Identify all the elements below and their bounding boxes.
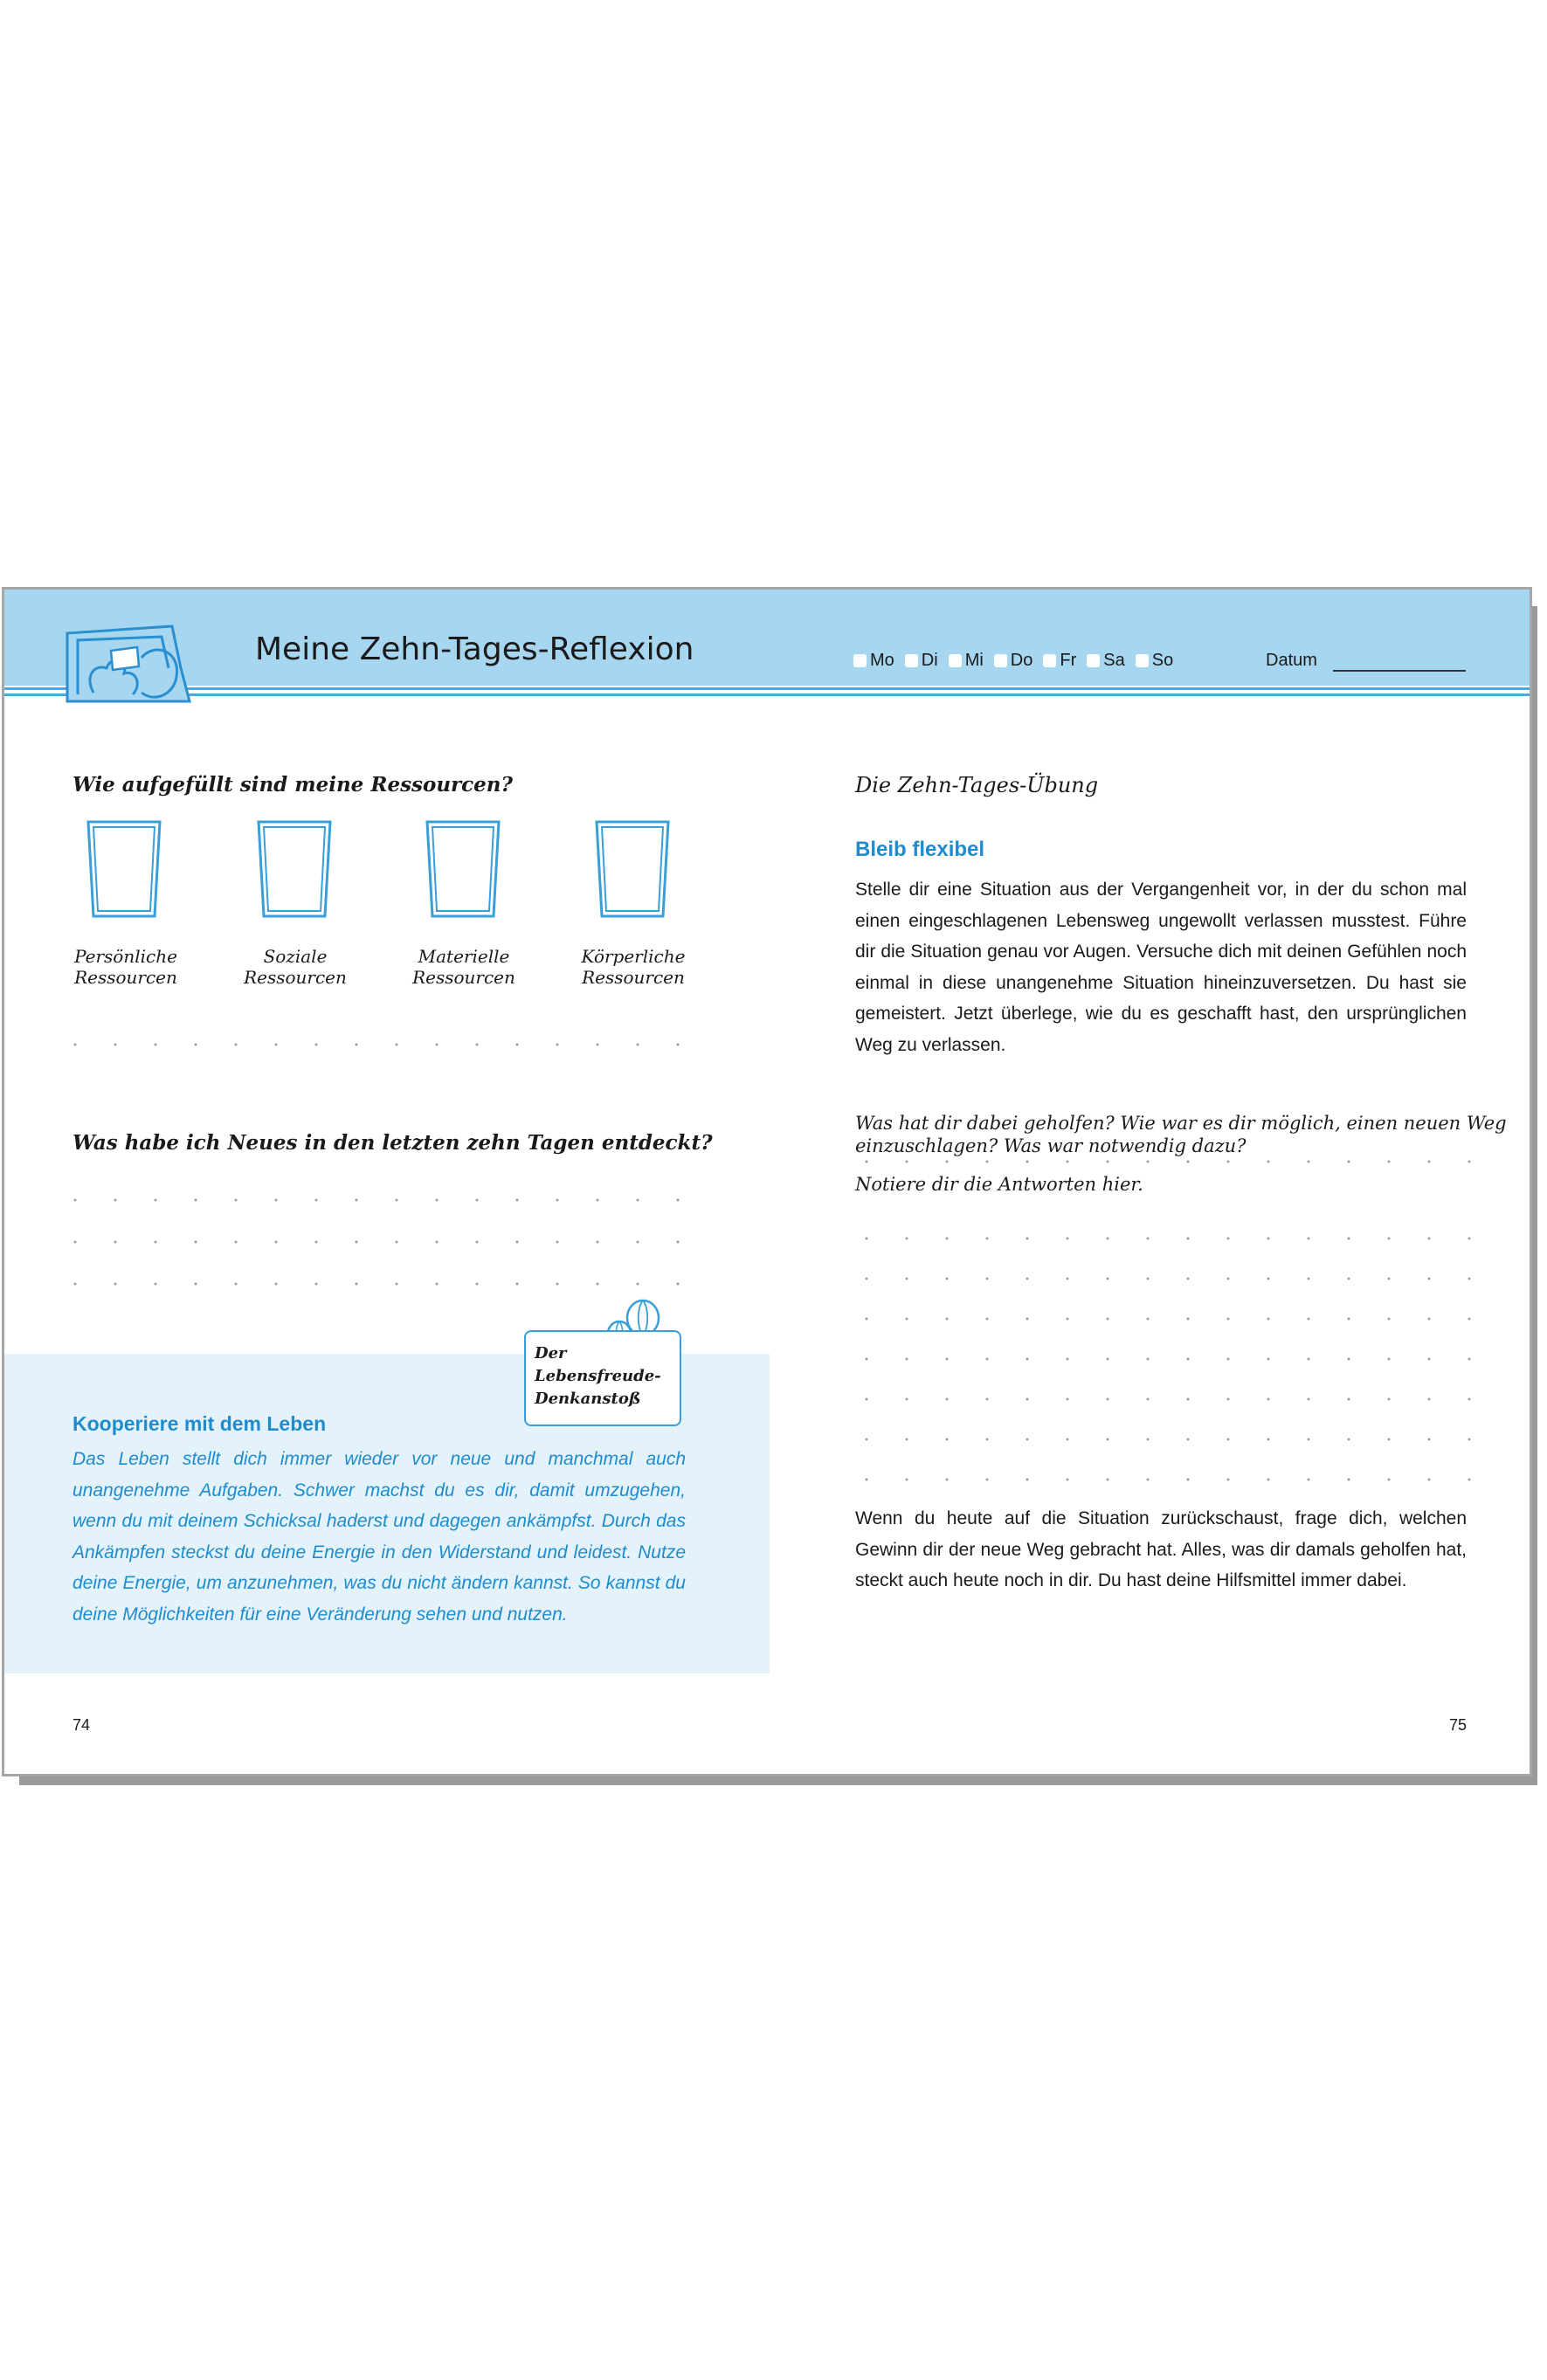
glass-label-persoenliche: Persönliche Ressourcen (74, 946, 177, 988)
callout-title: Kooperiere mit dem Leben (73, 1412, 327, 1435)
day-checkbox-di[interactable]: Di (905, 651, 938, 671)
question-resources: Wie aufgefüllt sind meine Ressourcen? (73, 773, 513, 797)
dot-writing-line[interactable] (55, 1281, 698, 1287)
dot-writing-line[interactable] (55, 1042, 698, 1047)
checkbox-icon[interactable] (1136, 654, 1149, 667)
header-rule (4, 687, 1530, 690)
glass-icon (424, 818, 511, 921)
dot-writing-line[interactable] (846, 1276, 1481, 1281)
callout-text: Das Leben stellt dich immer wieder vor neue und manchmal auch unangenehme Aufgaben. Schwer machst du es dir, damit umzugehen, wenn du mit deinem Schicksal haderst und dagegen ankämpfst. Durch das Ankämpfen steckst du deine Energie in den Widerstand und leidest. Nutze deine Energie, um anzunehmen, was du nicht ändern kannst. So kannst du deine Möglichkeiten für eine Veränderung sehen und nutzen. (73, 1449, 686, 1625)
weekday-checkboxes (853, 651, 1173, 671)
header-bar (4, 590, 1530, 686)
checkbox-icon[interactable] (1043, 654, 1056, 667)
day-checkbox-mo[interactable]: Mo (853, 651, 894, 671)
callout-tag: Der Lebensfreude- Denkanstoß (524, 1330, 681, 1426)
intro-paragraph: Stelle dir eine Situation aus der Vergangenheit vor, in der du schon mal einen eingeschlagenen Lebensweg ungewollt verlassen musstest. Führe dir die Situation genau vor Augen. Versuche dich mit deinen Gefühlen noch einmal in diese unangenehme Situation hineinzuversetzen. Du hast sie gemeistert. Jetzt überlege, wie du es geschafft hast, den ursprünglichen Weg zu verlassen. (855, 880, 1467, 1055)
dot-writing-line[interactable] (846, 1397, 1481, 1402)
glass-icon (255, 818, 342, 921)
dot-writing-line[interactable] (846, 1236, 1481, 1241)
glass-icon (593, 818, 680, 921)
page-number-left: 74 (73, 1716, 91, 1734)
glass-label-koerperliche: Körperliche Ressourcen (581, 946, 686, 988)
reflection-illustration-icon (59, 616, 198, 712)
dot-writing-line[interactable] (55, 1197, 698, 1203)
checkbox-icon[interactable] (905, 654, 918, 667)
dot-writing-line[interactable] (846, 1477, 1481, 1482)
date-input-line[interactable] (1333, 670, 1466, 672)
question-discoveries: Was habe ich Neues in den letzten zehn Tagen entdeckt? (73, 1131, 713, 1155)
dot-writing-line[interactable] (846, 1437, 1481, 1442)
section-title: Die Zehn-Tages-Übung (855, 773, 1099, 797)
date-label: Datum (1266, 651, 1317, 670)
closing-paragraph: Wenn du heute auf die Situation zurückschaust, frage dich, welchen Gewinn dir der neue Weg gebracht hat. Alles, was dir damals geholfen hat, steckt auch heute noch in dir. Du hast deine Hilfsmittel immer dabei. (855, 1508, 1467, 1590)
day-checkbox-mi[interactable]: Mi (949, 651, 984, 671)
note-instruction: Notiere dir die Antworten hier. (855, 1174, 1143, 1195)
subheading: Bleib flexibel (855, 838, 985, 861)
checkbox-icon[interactable] (994, 654, 1007, 667)
checkbox-icon[interactable] (1087, 654, 1100, 667)
book-spread (2, 587, 1532, 1776)
page-number-right: 75 (1449, 1716, 1468, 1734)
glass-label-materielle: Materielle Ressourcen (412, 946, 515, 988)
glass-label-soziale: Soziale Ressourcen (244, 946, 347, 988)
dot-writing-line[interactable] (55, 1239, 698, 1245)
dot-writing-line[interactable] (846, 1356, 1481, 1362)
dot-writing-line[interactable] (846, 1316, 1481, 1321)
header-rule-secondary (4, 693, 1530, 696)
day-checkbox-do[interactable]: Do (994, 651, 1033, 671)
checkbox-icon[interactable] (853, 654, 867, 667)
dot-writing-line[interactable] (846, 1159, 1481, 1164)
glass-icon (85, 818, 172, 921)
day-checkbox-fr[interactable]: Fr (1043, 651, 1076, 671)
checkbox-icon[interactable] (949, 654, 962, 667)
page-title: Meine Zehn-Tages-Reflexion (255, 631, 694, 667)
reflection-question: Was hat dir dabei geholfen? Wie war es dir möglich, einen neuen Weg einzuschlagen? Was war notwendig dazu? (855, 1113, 1507, 1156)
day-checkbox-sa[interactable]: Sa (1087, 651, 1124, 671)
day-checkbox-so[interactable]: So (1136, 651, 1173, 671)
